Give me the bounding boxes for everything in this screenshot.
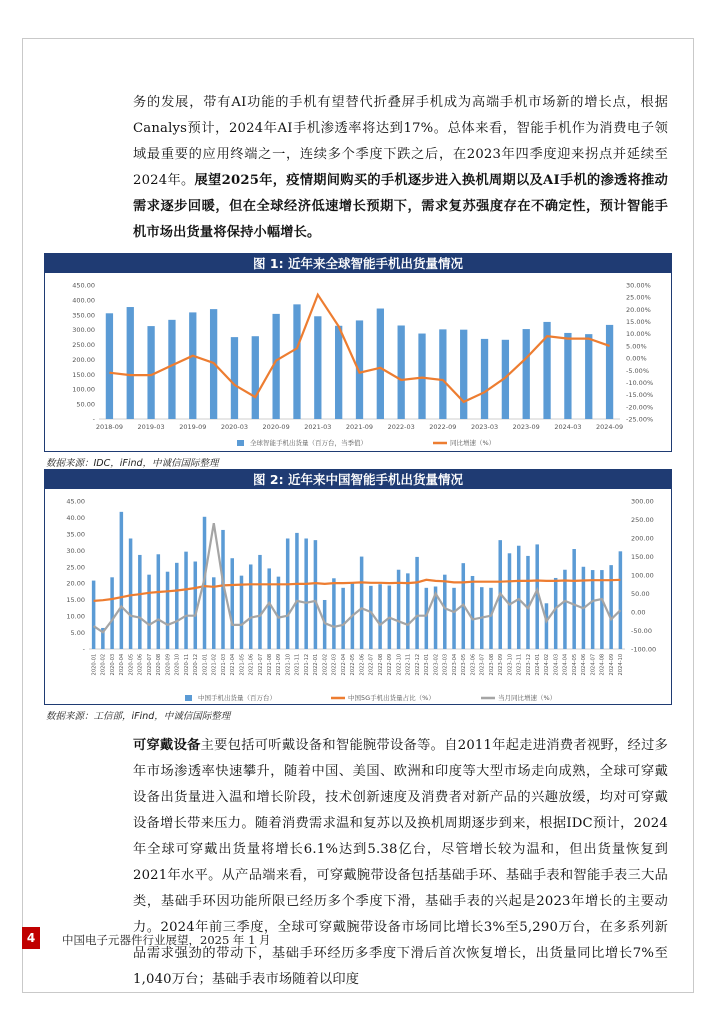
legend-label: 中国手机出货量（百万台） [198, 694, 276, 702]
right-axis-tick-label: 10.00% [626, 330, 651, 339]
legend-label: 全球智能手机出货量（百万台，当季值） [250, 439, 367, 447]
x-axis-tick-label: 2023-08 [488, 653, 495, 676]
x-axis-tick-label: 2022-10 [396, 653, 403, 676]
bar [106, 313, 113, 419]
x-axis-tick-label: 2021-04 [230, 653, 236, 676]
x-axis-tick-label: 2021-12 [304, 653, 310, 676]
x-axis-tick-label: 2024-08 [599, 653, 606, 676]
right-axis-tick-label: 20.00% [626, 305, 651, 314]
bar [157, 554, 161, 649]
left-axis-tick-label: 25.00 [66, 563, 85, 572]
x-axis-tick-label: 2022-11 [405, 653, 412, 676]
left-axis-tick-label: 150.00 [72, 370, 95, 379]
figure-1-source: 数据来源：IDC，iFind，中诚信国际整理 [46, 458, 219, 469]
x-axis-tick-label: 2021-11 [294, 653, 301, 676]
x-axis-tick-label: 2023-09 [498, 653, 504, 676]
x-axis-tick-label: 2024-03 [553, 653, 560, 676]
bar [439, 329, 446, 419]
legend-label: 中国5G手机出货量占比（%） [348, 694, 435, 702]
right-axis-tick-label: 200.00 [631, 534, 654, 543]
bar [189, 312, 196, 419]
wearables-text: 主要包括可听戴设备和智能腕带设备等。自2011年起走进消费者视野，经过多年市场渗透率快速攀升，随着中国、美国、欧洲和印度等大型市场走向成熟，全球可穿戴设备出货量进入温和增长阶段，技术创新速度及消费者对新产品的兴趣放缓，均对可穿戴设备增长带来压力。随着消费需求温和复苏以及换机周期逐步到来，根据IDC预计，2024年全球可穿戴出货量将增长6.1%达到5.38亿台，尽管增长较为温和，但出货量恢复到2021年水平。从产品端来看，可穿戴腕带设备包括基础手环、基础手表和智能手表三大品类，基础手环因功能所限已经历多个季度下滑，基础手表的兴起是2023年增长的主要动力。2024年前三季度，全球可穿戴腕带设备市场同比增长3%至5,290万台，在多系列新品需求强劲的带动下，基础手环经历多季度下滑后首次恢复增长，出货量同比增长7%至1,040万台；基础手表市场随着以印度 [133, 738, 668, 987]
x-axis-tick-label: 2022-09 [429, 423, 457, 431]
figure-2-title: 图 2: 近年来中国智能手机出货量情况 [45, 470, 671, 489]
x-axis-tick-label: 2021-07 [257, 653, 264, 676]
bar [129, 538, 133, 649]
bar [293, 304, 300, 419]
x-axis-tick-label: 2022-01 [313, 653, 320, 676]
x-axis-tick-label: 2020-05 [128, 653, 135, 676]
bar [545, 603, 549, 649]
left-axis-tick-label: 15.00 [66, 596, 85, 605]
x-axis-tick-label: 2021-09 [345, 423, 374, 431]
x-axis-tick-label: 2020-10 [174, 653, 181, 676]
x-axis-tick-label: 2021-03 [304, 423, 332, 431]
bar [258, 555, 262, 649]
bar [168, 320, 175, 419]
legend-swatch [185, 695, 192, 701]
right-axis-tick-label: 0.00 [631, 608, 646, 617]
x-axis-tick-label: 2024-10 [618, 653, 625, 676]
legend-swatch [237, 440, 244, 446]
bar [585, 334, 592, 419]
left-axis-tick-label: 300.00 [72, 326, 95, 335]
x-axis-tick-label: 2022-03 [387, 423, 415, 431]
x-axis-tick-label: 2024-03 [554, 423, 582, 431]
left-axis-tick-label: 35.00 [66, 530, 85, 539]
bar [147, 575, 151, 649]
x-axis-tick-label: 2021-05 [239, 653, 246, 676]
x-axis-tick-label: 2019-03 [137, 423, 165, 431]
x-axis-tick-label: 2018-09 [95, 423, 124, 431]
right-axis-tick-label: 250.00 [631, 516, 654, 524]
x-axis-tick-label: 2020-03 [109, 653, 116, 676]
intro-paragraph [133, 90, 668, 246]
left-axis-tick-label: 50.00 [76, 400, 95, 409]
bar [489, 588, 493, 649]
bar [92, 581, 96, 649]
x-axis-tick-label: 2022-03 [331, 653, 338, 676]
bar [378, 584, 382, 649]
left-axis-tick-label: 400.00 [72, 296, 95, 305]
x-axis-tick-label: 2023-09 [512, 423, 540, 431]
bar [175, 563, 179, 649]
bar [443, 575, 447, 649]
x-axis-tick-label: 2021-06 [248, 653, 255, 676]
bar [304, 538, 308, 649]
bar [415, 557, 419, 649]
x-axis-tick-label: 2024-01 [535, 653, 541, 676]
bar [356, 320, 363, 419]
right-axis-tick-label: 5.00% [626, 342, 647, 351]
bar [508, 553, 512, 649]
bar [127, 307, 134, 419]
x-axis-tick-label: 2024-02 [544, 653, 551, 676]
series-line [94, 523, 621, 632]
bar [523, 329, 530, 419]
bar [369, 586, 373, 649]
figure-2-chart [45, 489, 671, 704]
left-axis-tick-label: - [82, 645, 85, 654]
x-axis-tick-label: 2024-06 [581, 653, 588, 676]
left-axis-tick-label: 45.00 [66, 497, 85, 506]
bar [564, 333, 571, 419]
left-axis-tick-label: 5.00 [70, 629, 85, 638]
bar [184, 552, 188, 649]
bar [471, 576, 475, 649]
x-axis-tick-label: 2024-09 [595, 423, 624, 431]
right-axis-tick-label: -10.00% [626, 378, 654, 387]
x-axis-tick-label: 2023-05 [461, 653, 468, 676]
x-axis-tick-label: 2023-04 [451, 653, 458, 676]
bar [332, 578, 336, 649]
x-axis-tick-label: 2021-09 [276, 653, 283, 676]
x-axis-tick-label: 2022-09 [387, 653, 394, 676]
x-axis-tick-label: 2023-02 [433, 653, 440, 676]
right-axis-tick-label: 300.00 [631, 497, 654, 506]
left-axis-tick-label: 100.00 [72, 385, 95, 394]
left-axis-tick-label: 250.00 [72, 341, 95, 350]
bar [460, 330, 467, 419]
right-axis-tick-label: -15.00% [626, 391, 654, 400]
x-axis-tick-label: 2024-05 [572, 653, 578, 676]
intro-text: 务的发展，带有AI功能的手机有望替代折叠屏手机成为高端手机市场新的增长点，根据Canalys预计，2024年AI手机渗透率将达到17%。总体来看，智能手机作为消费电子领域最重要的应用终端之一，连续多个季度下跌之后，在2023年四季度迎来拐点并延续至2024年。 [133, 95, 668, 188]
bar [418, 334, 425, 419]
left-axis-tick-label: 20.00 [66, 579, 85, 588]
bar [517, 546, 521, 649]
right-axis-tick-label: -5.00% [626, 366, 649, 375]
bar [360, 557, 364, 649]
right-axis-tick-label: 50.00 [631, 590, 650, 598]
right-axis-tick-label: 15.00% [626, 318, 651, 327]
x-axis-tick-label: 2020-03 [220, 423, 249, 431]
x-axis-tick-label: 2022-07 [368, 653, 375, 676]
bar [166, 572, 170, 649]
bar [314, 540, 318, 649]
wearables-paragraph [133, 733, 668, 993]
right-axis-tick-label: 100.00 [631, 571, 654, 580]
x-axis-tick-label: 2022-05 [350, 653, 357, 676]
bar [249, 564, 253, 649]
x-axis-tick-label: 2021-08 [267, 653, 273, 676]
bar [267, 568, 271, 649]
bar [212, 577, 216, 649]
left-axis-tick-label: 30.00 [66, 546, 85, 555]
x-axis-tick-label: 2023-01 [424, 653, 431, 676]
x-axis-tick-label: 2021-03 [220, 653, 227, 676]
x-axis-tick-label: 2020-11 [183, 653, 190, 676]
bar [606, 325, 613, 419]
left-axis-tick-label: 200.00 [72, 355, 95, 364]
bar [110, 577, 114, 649]
x-axis-tick-label: 2019-09 [179, 423, 207, 431]
x-axis-tick-label: 2020-02 [100, 653, 107, 676]
x-axis-tick-label: 2020-04 [119, 653, 126, 676]
x-axis-tick-label: 2023-12 [525, 653, 532, 676]
wearables-heading: 可穿戴设备 [133, 738, 201, 753]
x-axis-tick-label: 2020-06 [137, 653, 144, 676]
x-axis-tick-label: 2023-03 [470, 423, 499, 431]
right-axis-tick-label: 0.00% [626, 354, 647, 363]
bar [240, 576, 244, 649]
series-line [94, 580, 621, 601]
x-axis-tick-label: 2023-11 [516, 653, 523, 676]
bar [481, 339, 488, 419]
left-axis-tick-label: 450.00 [72, 281, 95, 290]
right-axis-tick-label: -50.00 [631, 627, 652, 635]
bar [526, 556, 530, 649]
bar [194, 562, 198, 649]
figure-2-source: 数据来源：工信部，iFind，中诚信国际整理 [46, 711, 231, 722]
left-axis-tick-label: 350.00 [72, 311, 95, 320]
bar [286, 538, 290, 649]
intro-bold-text: 展望2025年，疫情期间购买的手机逐步进入换机周期以及AI手机的渗透将推动需求逐步回暖，但在全球经济低速增长预期下，需求复苏强度存在不确定性，预计智能手机市场出货量将保持小幅增长。 [133, 173, 668, 240]
figure-2 [44, 469, 672, 705]
x-axis-tick-label: 2020-08 [156, 653, 163, 676]
x-axis-tick-label: 2024-04 [562, 653, 569, 676]
page-number: 4 [22, 927, 40, 949]
x-axis-tick-label: 2020-09 [165, 653, 172, 676]
bar [397, 570, 401, 649]
x-axis-tick-label: 2021-10 [285, 653, 292, 676]
left-axis-tick-label: - [92, 415, 95, 424]
bar [295, 533, 299, 649]
bar [554, 578, 558, 649]
bar [600, 570, 604, 649]
bar [609, 565, 613, 649]
bar [572, 549, 576, 649]
bar [425, 588, 429, 649]
right-axis-tick-label: -25.00% [626, 415, 654, 424]
bar [377, 309, 384, 419]
bar [230, 558, 234, 649]
right-axis-tick-label: 25.00% [626, 293, 651, 302]
x-axis-tick-label: 2022-02 [322, 653, 329, 676]
bar [314, 316, 321, 419]
x-axis-tick-label: 2022-08 [377, 653, 384, 676]
bar [341, 588, 345, 649]
figure-1-title: 图 1: 近年来全球智能手机出货量情况 [45, 254, 671, 273]
figure-1 [44, 253, 672, 452]
legend-label: 同比增速（%） [450, 439, 496, 447]
x-axis-tick-label: 2020-09 [262, 423, 290, 431]
left-axis-tick-label: 10.00 [66, 612, 85, 621]
right-axis-tick-label: -20.00% [626, 403, 654, 412]
x-axis-tick-label: 2024-09 [608, 653, 615, 676]
x-axis-tick-label: 2021-02 [211, 653, 218, 676]
x-axis-tick-label: 2024-07 [590, 653, 597, 676]
x-axis-tick-label: 2022-12 [414, 653, 421, 676]
x-axis-tick-label: 2021-01 [202, 653, 209, 676]
bar [398, 325, 405, 419]
x-axis-tick-label: 2020-12 [193, 653, 200, 676]
bar [231, 337, 238, 419]
x-axis-tick-label: 2023-07 [479, 653, 486, 676]
x-axis-tick-label: 2020-01 [91, 653, 98, 676]
bar [619, 551, 623, 649]
bar [591, 570, 595, 649]
bar [277, 577, 281, 649]
x-axis-tick-label: 2022-06 [359, 653, 366, 676]
bar [406, 573, 410, 649]
left-axis-tick-label: 40.00 [66, 513, 85, 522]
footer-title: 中国电子元器件行业展望，2025 年 1 月 [62, 933, 271, 947]
right-axis-tick-label: 30.00% [626, 281, 651, 290]
legend-label: 当月同比增速（%） [498, 694, 557, 702]
bar [147, 326, 154, 419]
bar [138, 555, 142, 649]
x-axis-tick-label: 2023-03 [442, 653, 449, 676]
figure-1-chart [45, 273, 671, 451]
bar [452, 588, 456, 649]
bar [252, 336, 259, 419]
x-axis-tick-label: 2023-10 [507, 653, 514, 676]
bar [335, 326, 342, 419]
bar [120, 512, 124, 649]
x-axis-tick-label: 2020-07 [146, 653, 153, 676]
right-axis-tick-label: 150.00 [631, 553, 654, 561]
x-axis-tick-label: 2022-04 [340, 653, 347, 676]
x-axis-tick-label: 2023-06 [470, 653, 477, 676]
right-axis-tick-label: -100.00 [631, 645, 657, 654]
